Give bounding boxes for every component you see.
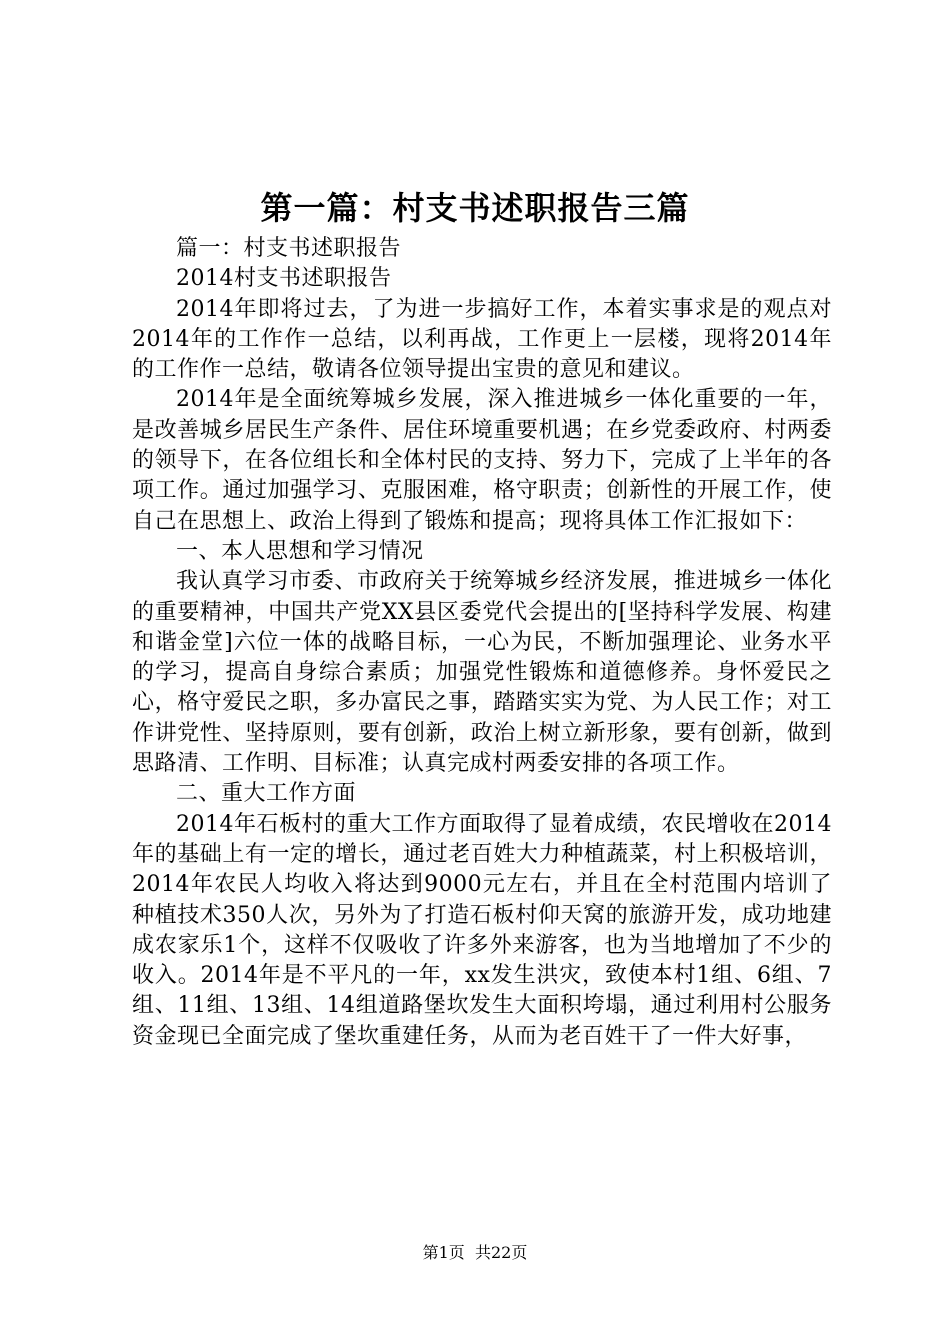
section-heading-major-work: 二、重大工作方面 [176, 781, 357, 807]
paragraph-overview: 2014年是全面统筹城乡发展，深入推进城乡一体化重要的一年，是改善城乡居民生产条件、居住环境重要机遇；在乡党委政府、村两委的领导下，在各位组长和全体村民的支持、努力下，完成了上半年的各项工作。通过加强学习、克服困难，格守职责；创新性的开展工作，使自己在思想上、政治上得到了锻炼和提高；现将具体工作汇报如下： [132, 387, 832, 534]
report-heading: 2014村支书述职报告 [176, 266, 392, 292]
page-total: 共22页 [474, 1243, 528, 1262]
paragraph-study: 我认真学习市委、市政府关于统筹城乡经济发展，推进城乡一体化的重要精神，中国共产党XX县区委党代会提出的[坚持科学发展、构建和谐金堂]六位一体的战略目标，一心为民，不断加强理论、业务水平的学习，提高自身综合素质；加强党性锻炼和道德修养。身怀爱民之心，格守爱民之职，多办富民之事，踏踏实实为党、为人民工作；对工作讲党性、坚持原则，要有创新，政治上树立新形象，要有创新，做到思路清、工作明、目标准；认真完成村两委安排的各项工作。 [132, 569, 832, 777]
page-number: 第1页 [422, 1243, 465, 1262]
paragraph-intro: 2014年即将过去，了为进一步搞好工作，本着实事求是的观点对2014年的工作作一总结，以利再战，工作更上一层楼，现将2014年的工作作一总结，敬请各位领导提出宝贵的意见和建议。 [132, 296, 832, 383]
page-footer [0, 1242, 950, 1264]
subheading-part-one: 篇一：村支书述职报告 [176, 236, 402, 261]
document-body [132, 234, 832, 1052]
section-heading-study: 一、本人思想和学习情况 [176, 538, 424, 564]
document-title: 第一篇：村支书述职报告三篇 [260, 189, 690, 227]
paragraph-major-work: 2014年石板村的重大工作方面取得了显着成绩，农民增收在2014年的基础上有一定的增长，通过老百姓大力种植蔬菜，村上积极培训，2014年农民人均收入将达到9000元左右，并且在全村范围内培训了种植技术350人次，另外为了打造石板村仰天窝的旅游开发，成功地建成农家乐1个，这样不仅吸收了许多外来游客，也为当地增加了不少的收入。2014年是不平凡的一年，xx发生洪灾，致使本村1组、6组、7组、11组、13组、14组道路堡坎发生大面积垮塌，通过利用村公服务资金现已全面完成了堡坎重建任务，从而为老百姓干了一件大好事， [132, 811, 832, 1049]
